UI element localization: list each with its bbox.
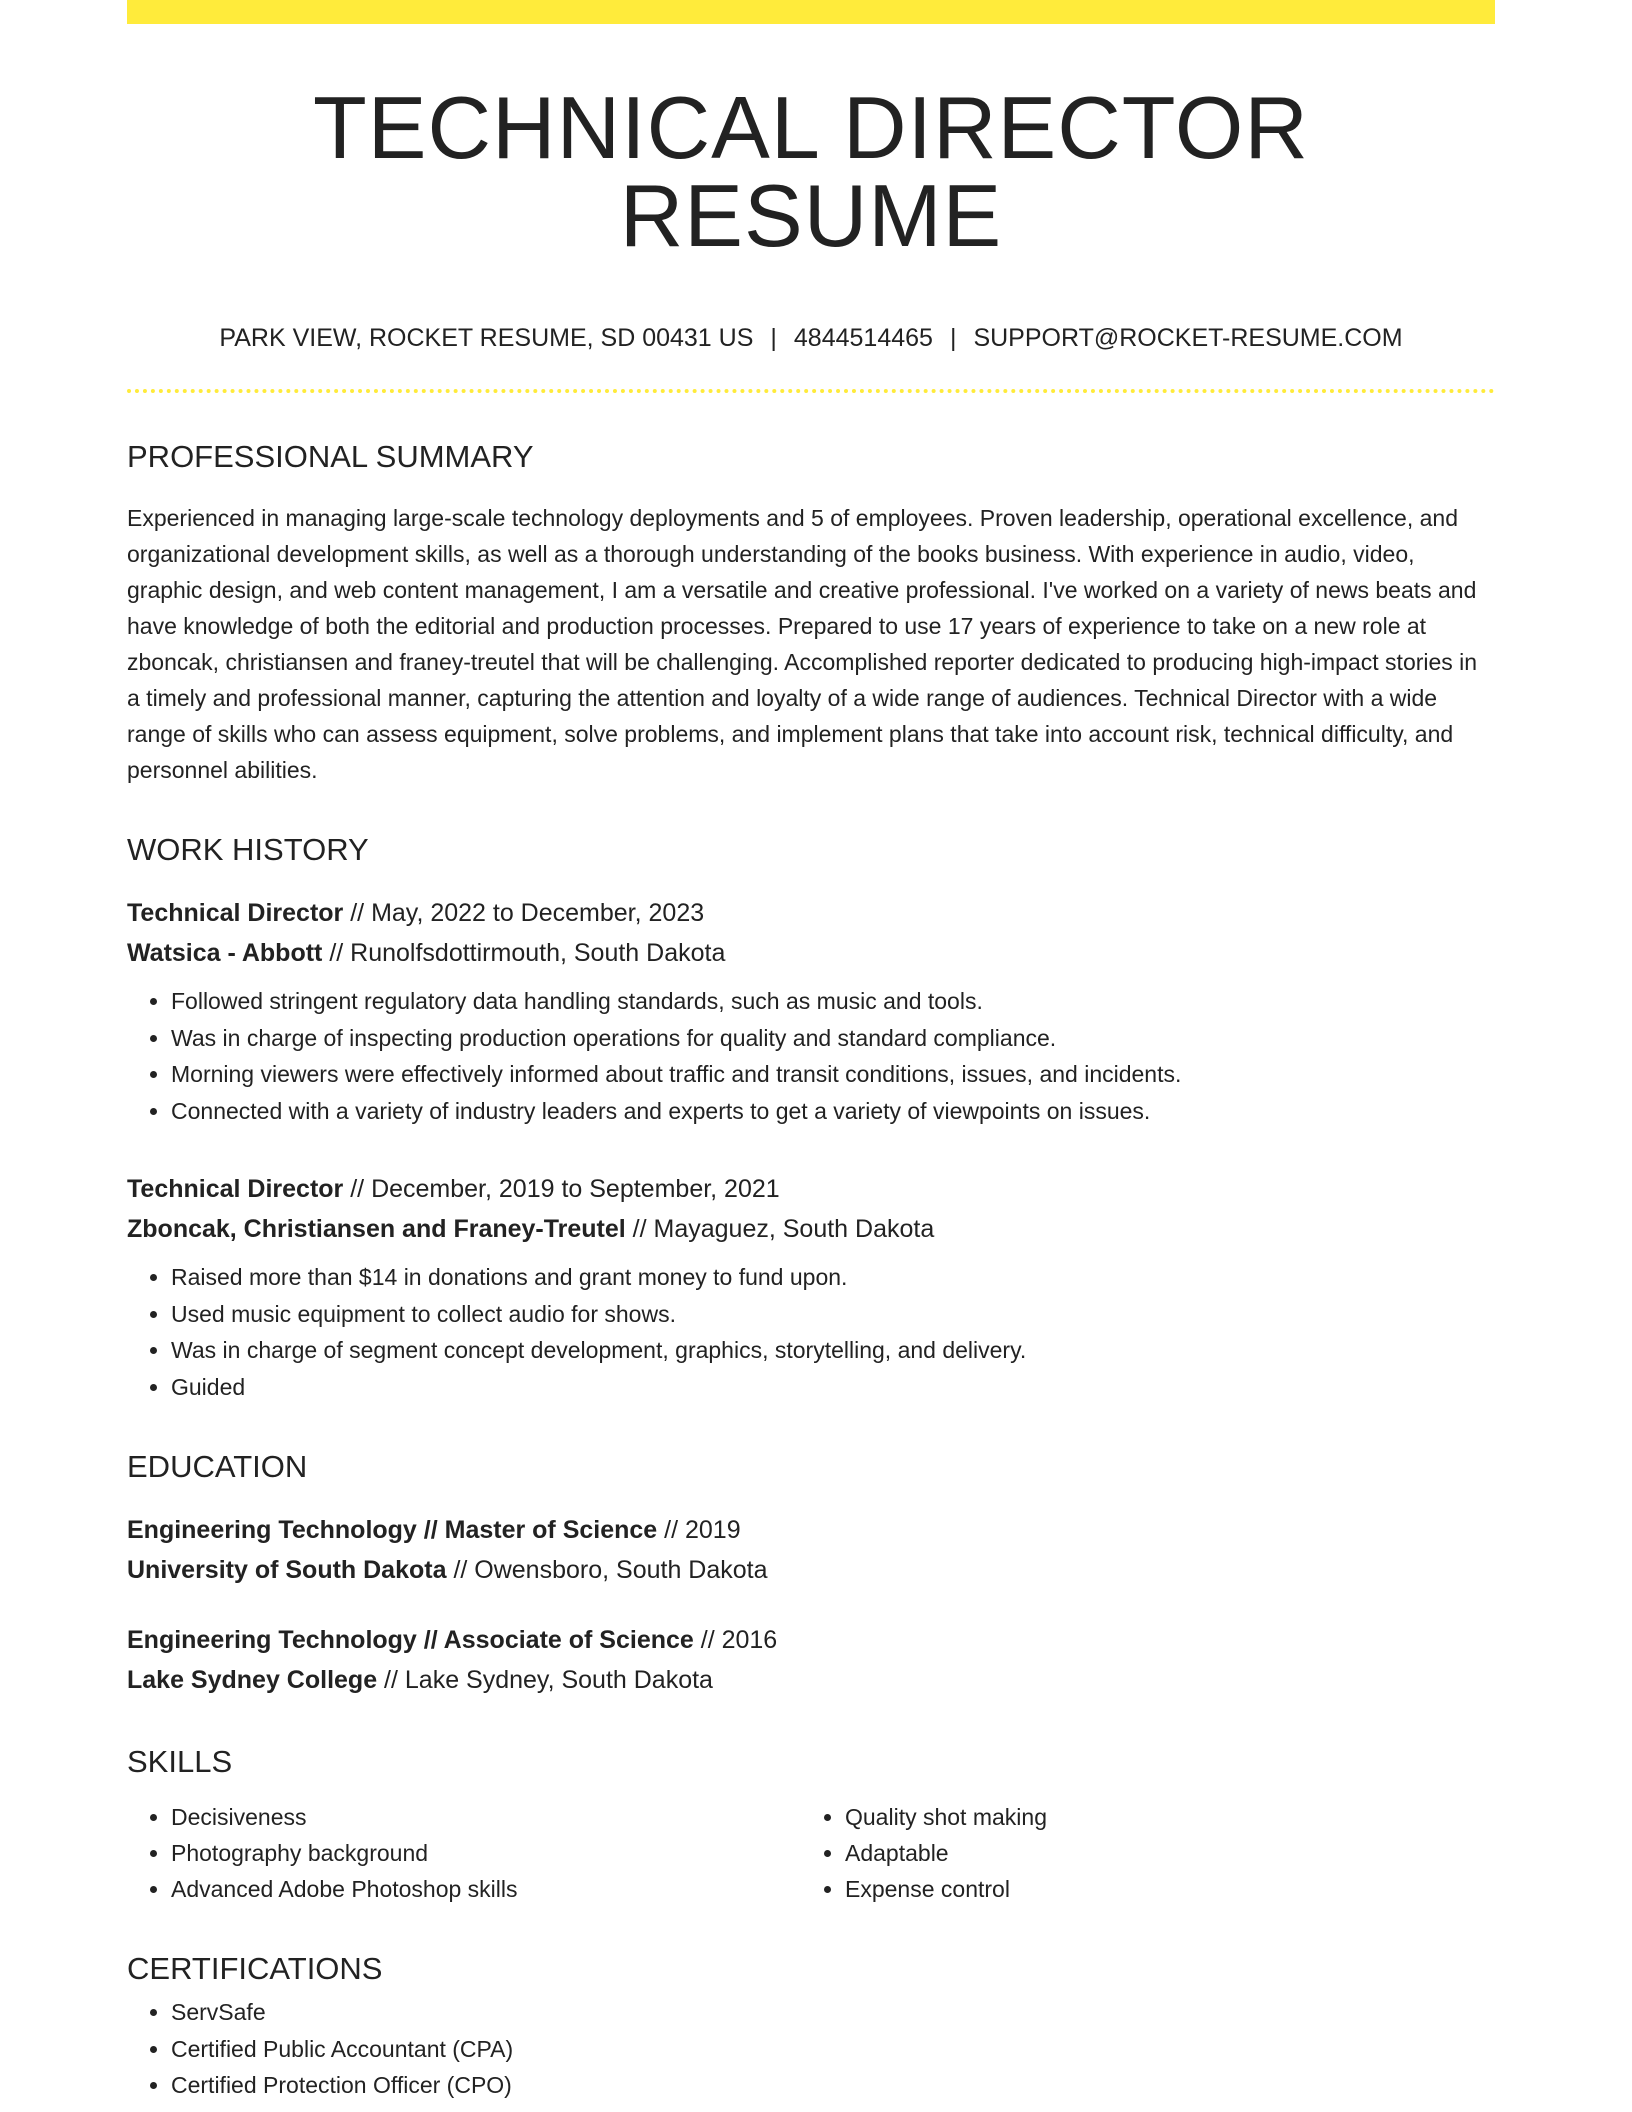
job-location: // Mayaguez, South Dakota (625, 1215, 935, 1243)
education-entry (127, 1510, 1495, 1590)
section-heading-work-history: WORK HISTORY (127, 832, 369, 867)
job-company: Zboncak, Christiansen and Franey-Treutel (127, 1215, 626, 1243)
contact-address: PARK VIEW, ROCKET RESUME, SD 00431 US (219, 324, 754, 352)
education-degree-line (127, 1620, 1495, 1660)
certification-item: • ServSafe (171, 1994, 1495, 2031)
job-company-line (127, 1209, 1495, 1249)
top-accent-bar (127, 0, 1495, 24)
education-year: // 2019 (657, 1516, 741, 1544)
job-company: Watsica - Abbott (127, 939, 323, 967)
job-bullets (127, 1259, 1495, 1405)
job-title: Technical Director (127, 899, 344, 927)
header-divider (127, 389, 1495, 393)
skills-grid (127, 1799, 1495, 1907)
certification-item: • Certified Protection Officer (CPO) (171, 2067, 1495, 2104)
list-item: • Was in charge of inspecting production operations for quality and standard compliance. (171, 1020, 1495, 1057)
education-location: // Lake Sydney, South Dakota (377, 1666, 713, 1694)
skills-column-right (801, 1799, 1475, 1907)
education-school-line (127, 1550, 1495, 1590)
contact-phone[interactable]: 4844514465 (793, 324, 933, 352)
skill-item: • Expense control (845, 1871, 1475, 1907)
job-title-line (127, 893, 1495, 933)
list-item: • Guided (171, 1369, 1495, 1406)
education-degree: Engineering Technology // Master of Science (127, 1516, 658, 1544)
section-heading-summary: PROFESSIONAL SUMMARY (127, 439, 534, 474)
job-location: // Runolfsdottirmouth, South Dakota (322, 939, 726, 967)
skill-item: • Quality shot making (845, 1799, 1475, 1835)
resume-page (127, 0, 1495, 2104)
education-entry (127, 1620, 1495, 1700)
section-heading-education: EDUCATION (127, 1449, 308, 1484)
job-entry (127, 893, 1495, 1129)
skill-item: • Adaptable (845, 1835, 1475, 1871)
certifications-list (127, 1994, 1495, 2104)
list-item: • Followed stringent regulatory data handling standards, such as music and tools. (171, 983, 1495, 1020)
contact-email[interactable]: SUPPORT@ROCKET-RESUME.COM (973, 324, 1403, 352)
section-heading-certifications: CERTIFICATIONS (127, 1951, 383, 1986)
list-item: • Used music equipment to collect audio for shows. (171, 1296, 1495, 1333)
education-school: University of South Dakota (127, 1556, 447, 1584)
education-year: // 2016 (693, 1626, 778, 1654)
job-title: Technical Director (127, 1175, 344, 1203)
job-bullets (127, 983, 1495, 1129)
list-item: • Was in charge of segment concept development, graphics, storytelling, and delivery. (171, 1332, 1495, 1369)
education-school-line (127, 1660, 1495, 1700)
skill-item: • Advanced Adobe Photoshop skills (171, 1871, 801, 1907)
job-title-line (127, 1169, 1495, 1209)
skill-item: • Decisiveness (171, 1799, 801, 1835)
contact-separator: | (770, 324, 777, 352)
list-item: • Raised more than $14 in donations and grant money to fund upon. (171, 1259, 1495, 1296)
list-item: • Morning viewers were effectively informed about traffic and transit conditions, issues, and incidents. (171, 1056, 1495, 1093)
job-company-line (127, 933, 1495, 973)
education-degree-line (127, 1510, 1495, 1550)
education-degree: Engineering Technology // Associate of Science (127, 1626, 694, 1654)
skills-column-left (127, 1799, 801, 1907)
section-heading-skills: SKILLS (127, 1744, 233, 1779)
list-item: • Connected with a variety of industry leaders and experts to get a variety of viewpoints on issues. (171, 1093, 1495, 1130)
skill-item: • Photography background (171, 1835, 801, 1871)
certification-item: • Certified Public Accountant (CPA) (171, 2031, 1495, 2068)
contact-separator: | (949, 324, 957, 352)
education-location: // Owensboro, South Dakota (446, 1556, 768, 1584)
resume-title: TECHNICAL DIRECTOR RESUME (313, 78, 1309, 265)
job-dates: // December, 2019 to September, 2021 (343, 1175, 780, 1203)
job-dates: // May, 2022 to December, 2023 (343, 899, 705, 927)
education-school: Lake Sydney College (127, 1666, 378, 1694)
job-entry (127, 1169, 1495, 1405)
summary-text: Experienced in managing large-scale technology deployments and 5 of employees. Proven leadership, operational excellence, and organizational development skills, as well as a thorough understanding of the books business. With experience in audio, video, graphic design, and web content management, I am a versatile and creative professional. I've worked on a variety of news beats and have knowledge of both the editorial and production processes. Prepared to use 17 years of experience to take on a new role at zboncak, christiansen and franey-treutel that will be challenging. Accomplished reporter dedicated to producing high-impact stories in a timely and professional manner, capturing the attention and loyalty of a wide range of audiences. Technical Director with a wide range of skills who can assess equipment, solve problems, and implement plans that take into account risk, technical difficulty, and personnel abilities. (127, 505, 1478, 783)
contact-line (127, 326, 1495, 351)
